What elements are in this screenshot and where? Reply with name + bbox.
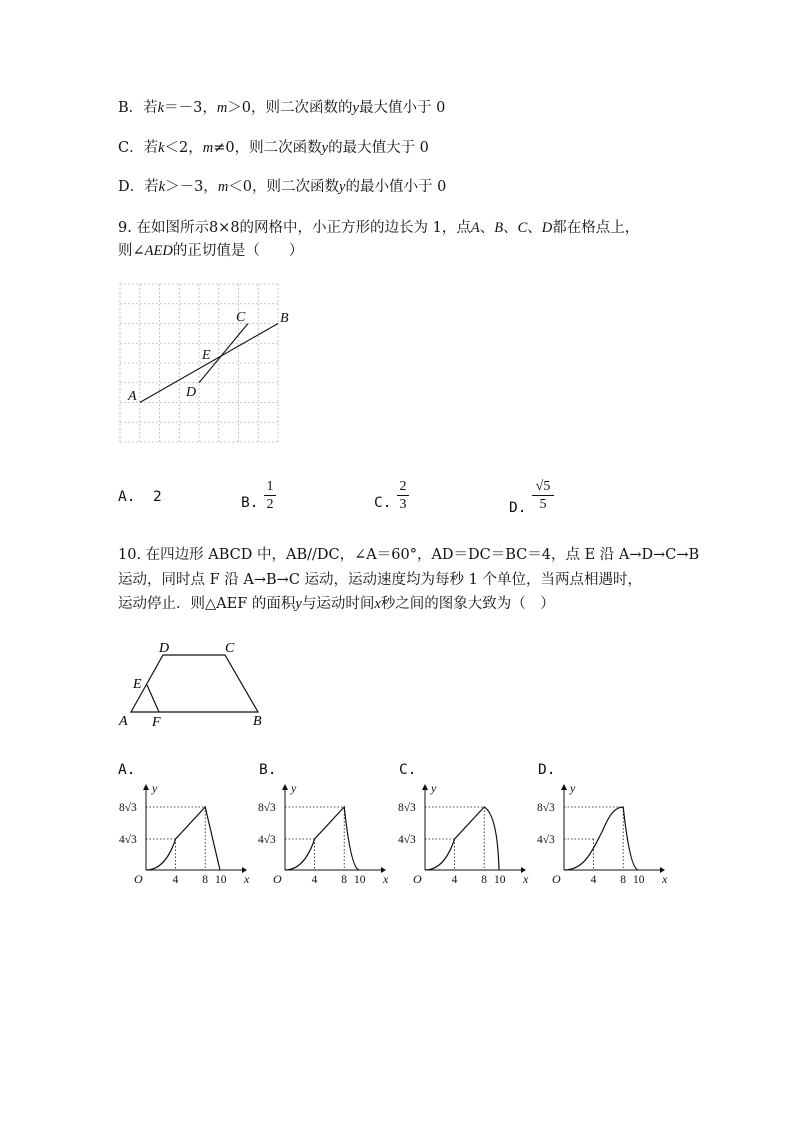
y-tick-4-root3: 4√3: [258, 834, 276, 846]
x-axis-label: x: [523, 872, 529, 886]
q8-option-b: B．若k＝－3，m＞0，则二次函数的y最大值小于 0: [118, 100, 446, 116]
q9-grid-figure: [120, 284, 289, 444]
x-tick-4: 4: [172, 874, 179, 886]
x-tick-8: 8: [620, 874, 626, 886]
q9-option-c-label: C.: [374, 495, 392, 511]
series-line-c: [425, 807, 499, 870]
segment-ef: [147, 685, 159, 712]
q9-option-d-label: D.: [509, 500, 527, 516]
q10-stem-line3: 运动停止．则△AEF 的面积y与运动时间x秒之间的图象大致为（ ）: [118, 596, 555, 612]
series-line-a: [146, 807, 220, 870]
label-b: B: [253, 714, 262, 729]
label-a: A: [119, 714, 128, 729]
origin-label: O: [413, 872, 422, 886]
origin-label: O: [273, 872, 282, 886]
x-axis-label: x: [662, 872, 668, 886]
y-axis-label: y: [570, 781, 576, 795]
y-axis-arrow-icon: [561, 784, 567, 790]
q9-option-b-fraction: 1 2: [264, 479, 276, 512]
series-line-d: [564, 807, 638, 870]
q10-stem-line2: 运动，同时点 F 沿 A→B→C 运动，运动速度均为每秒 1 个单位，当两点相遇时，: [118, 572, 642, 588]
x-tick-4: 4: [311, 874, 318, 886]
y-tick-8-root3: 8√3: [398, 802, 416, 814]
q8-option-d: D．若k＞－3，m＜0，则二次函数y的最小值小于 0: [118, 179, 447, 195]
x-axis-label: x: [383, 872, 389, 886]
trapezoid-abcd: [131, 655, 258, 712]
label-e: E: [133, 677, 142, 692]
label-a: A: [128, 389, 137, 404]
y-axis-label: y: [291, 781, 297, 795]
origin-label: O: [134, 872, 143, 886]
x-tick-8: 8: [202, 874, 208, 886]
label-e: E: [202, 348, 211, 363]
y-tick-8-root3: 8√3: [258, 802, 276, 814]
y-axis-label: y: [431, 781, 437, 795]
y-tick-8-root3: 8√3: [119, 802, 137, 814]
q10-graph-option-c-label: C.: [399, 762, 417, 778]
series-line-b: [285, 807, 359, 870]
q9-option-b-label: B.: [241, 495, 259, 511]
y-axis-arrow-icon: [282, 784, 288, 790]
label-c: C: [236, 310, 246, 325]
y-axis-arrow-icon: [422, 784, 428, 790]
q10-graph-option-d-label: D.: [538, 762, 556, 778]
x-tick-10: 10: [494, 874, 506, 886]
q9-option-a: A. 2: [118, 489, 162, 505]
q10-graph-option-a-label: A.: [118, 762, 136, 778]
q10-graph-c: [397, 782, 532, 884]
q10-graph-a: [118, 782, 253, 884]
x-tick-4: 4: [451, 874, 458, 886]
y-tick-4-root3: 4√3: [119, 834, 137, 846]
q10-graph-b: [257, 782, 392, 884]
x-tick-10: 10: [633, 874, 645, 886]
q9-stem-line1: 9. 在如图所示8×8的网格中，小正方形的边长为 1，点A、B、C、D都在格点上，: [118, 220, 640, 236]
x-tick-8: 8: [481, 874, 487, 886]
q10-graph-d: [536, 782, 671, 884]
x-tick-10: 10: [354, 874, 366, 886]
origin-label: O: [552, 872, 561, 886]
label-d: D: [186, 385, 197, 400]
q9-option-d-fraction: √5 5: [532, 479, 554, 512]
label-b: B: [280, 311, 289, 326]
q8-option-c: C．若k＜2，m≠0，则二次函数y的最大值大于 0: [118, 140, 429, 156]
x-tick-8: 8: [341, 874, 347, 886]
y-axis-label: y: [152, 781, 158, 795]
y-tick-4-root3: 4√3: [537, 834, 555, 846]
q10-trapezoid-figure: [115, 635, 275, 730]
grid-lines: [120, 284, 278, 442]
x-tick-10: 10: [215, 874, 227, 886]
y-axis-arrow-icon: [143, 784, 149, 790]
label-d: D: [159, 641, 170, 656]
label-c: C: [225, 641, 235, 656]
x-axis-label: x: [244, 872, 250, 886]
q9-option-c-fraction: 2 3: [397, 479, 409, 512]
y-tick-4-root3: 4√3: [398, 834, 416, 846]
q10-graph-option-b-label: B.: [259, 762, 277, 778]
x-tick-4: 4: [590, 874, 597, 886]
y-tick-8-root3: 8√3: [537, 802, 555, 814]
label-f: F: [152, 715, 161, 730]
q9-stem-line2: 则∠AED的正切值是（ ）: [118, 243, 304, 259]
q10-stem-line1: 10. 在四边形 ABCD 中，AB//DC，∠A＝60°，AD＝DC＝BC＝4，点 E 沿 A→D→C→B: [118, 547, 700, 563]
